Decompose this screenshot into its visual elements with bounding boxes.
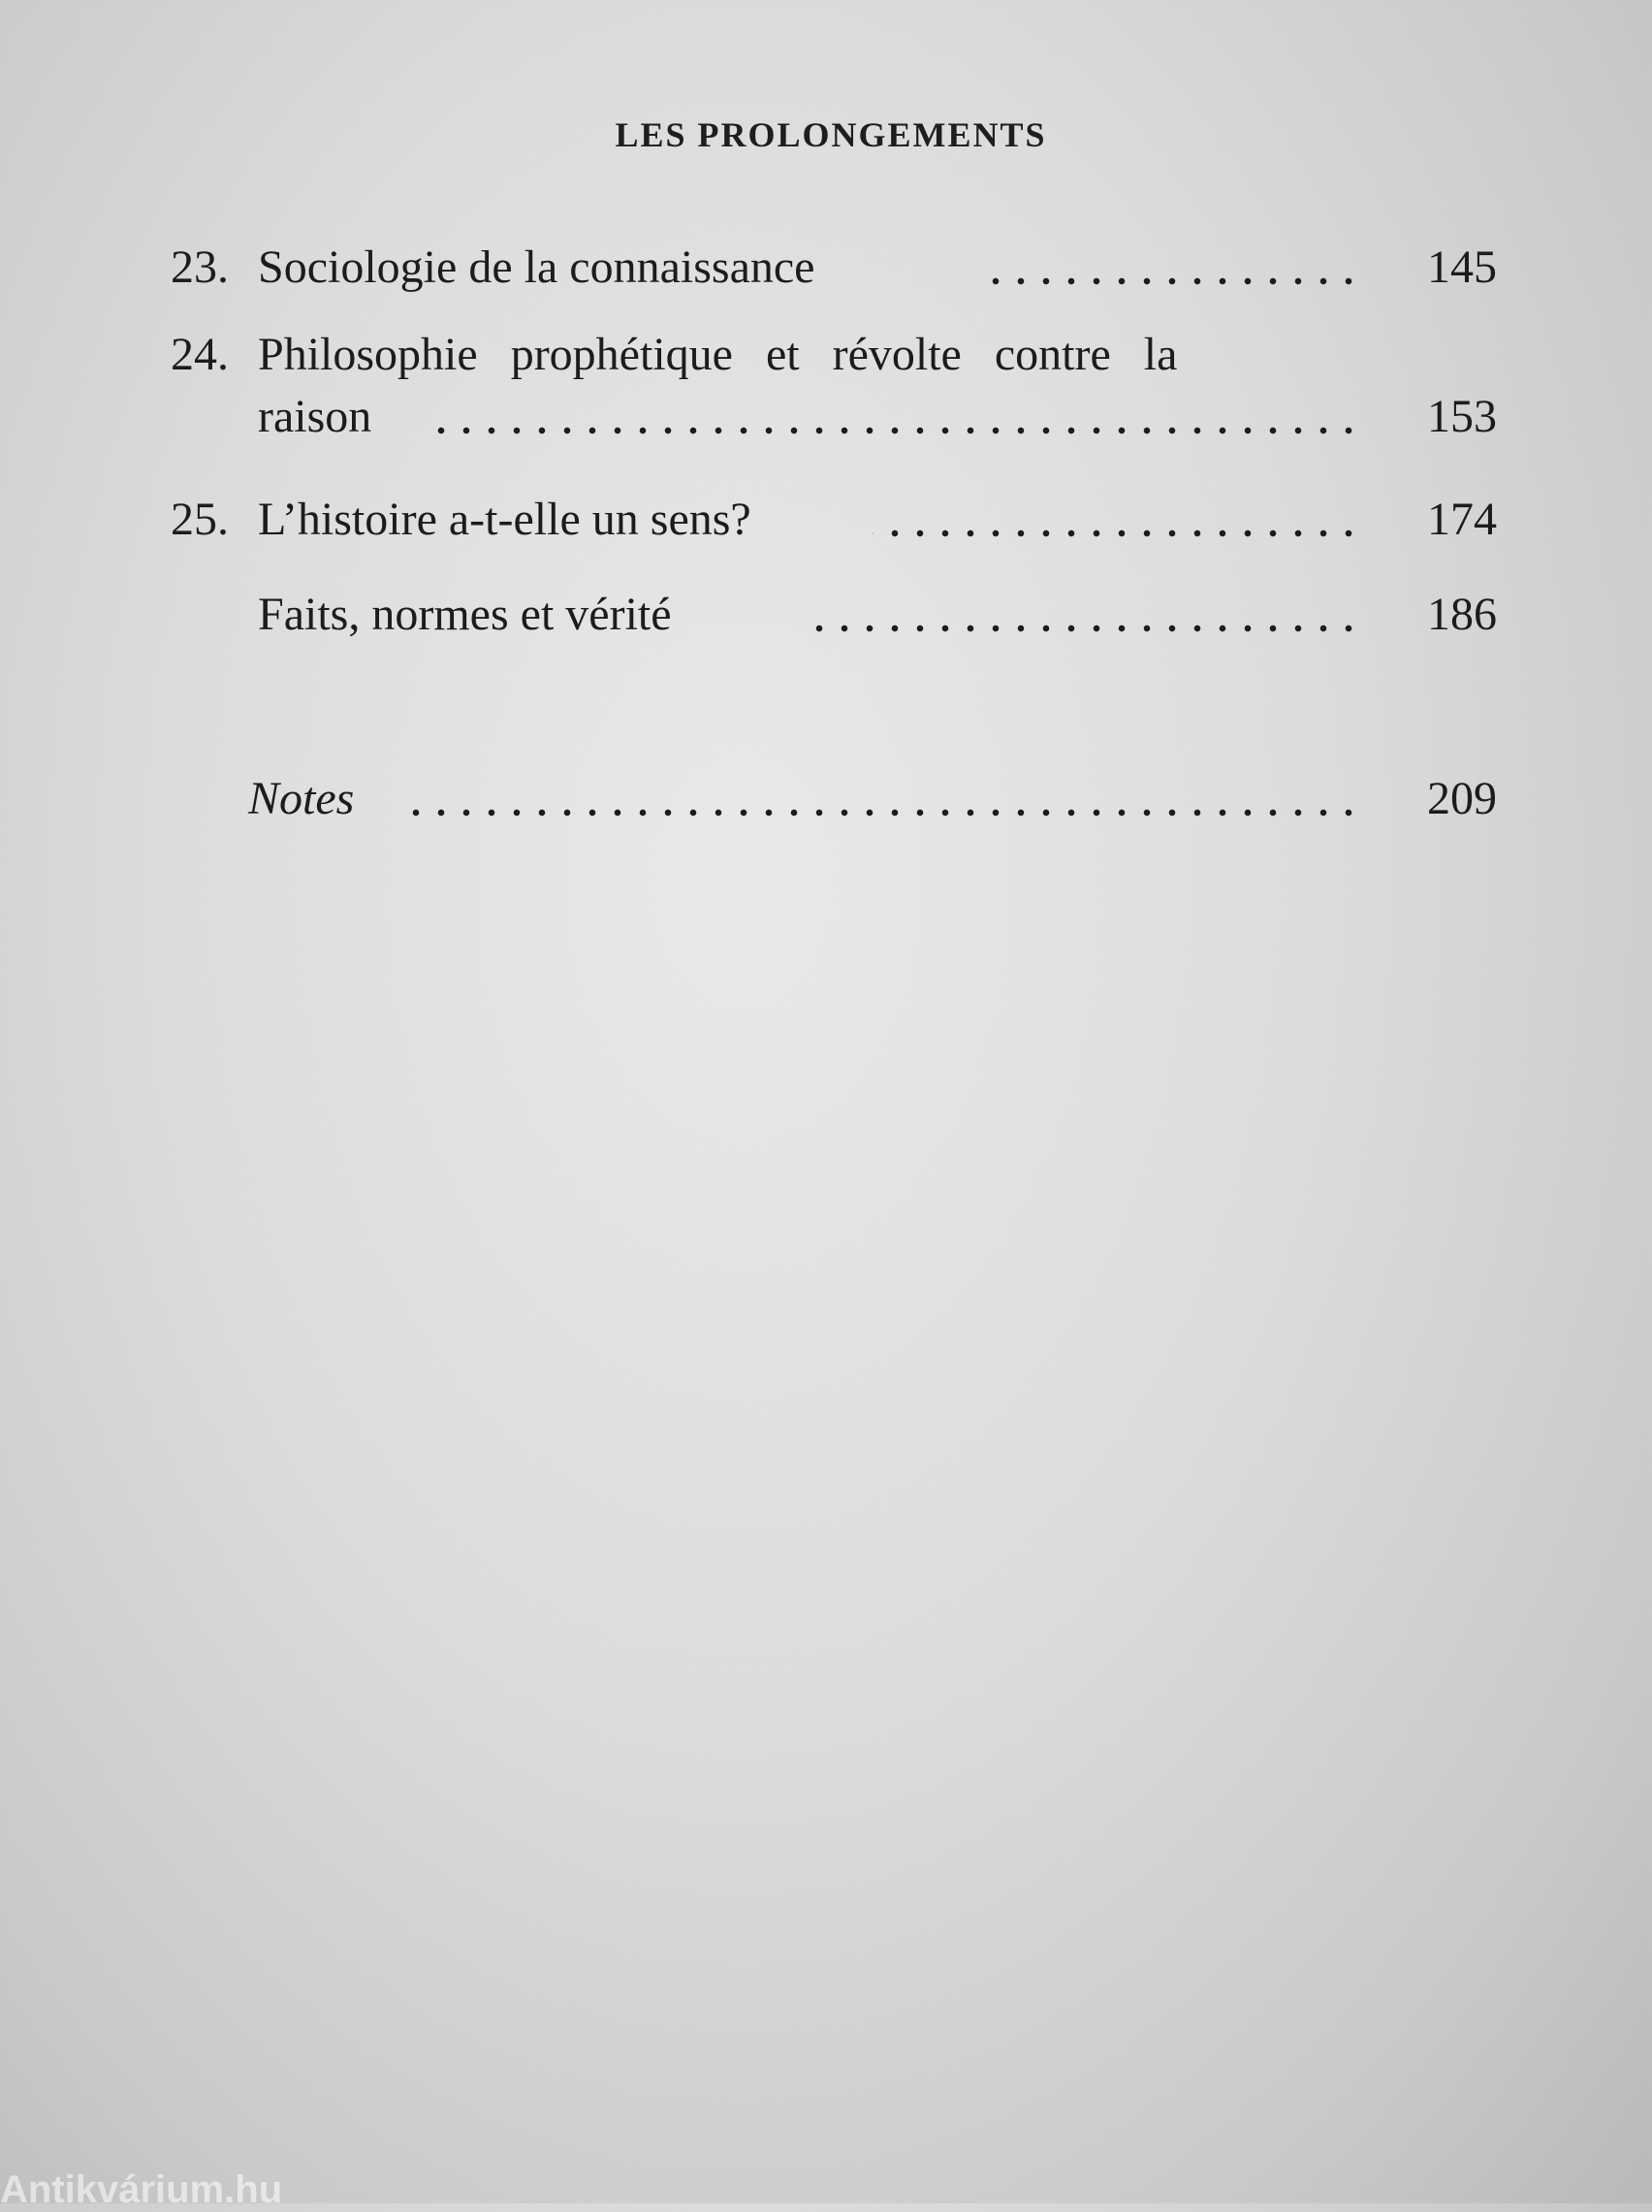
toc-entry-title: Philosophie prophétique et révolte contre la (258, 329, 1178, 380)
toc-line (0, 320, 1652, 390)
toc-entry-number: 24. (171, 329, 229, 380)
toc-entry-number: 25. (171, 494, 229, 545)
dot-leader (979, 277, 1361, 285)
toc-entry-title: L’histoire a-t-elle un sens? (258, 494, 751, 545)
toc-line (0, 233, 1652, 303)
toc-entry-page: 209 (1427, 773, 1497, 824)
toc-entry-title: Sociologie de la connaissance (258, 241, 815, 293)
toc-line (0, 485, 1652, 555)
toc-entry-page: 153 (1427, 391, 1497, 442)
toc-line (0, 764, 1652, 834)
toc-entry-title-continued: raison (258, 391, 372, 442)
toc-entry-title: Faits, normes et vérité (258, 589, 672, 640)
dot-leader (873, 529, 1361, 537)
toc-entry-page: 145 (1427, 241, 1497, 293)
section-title: LES PROLONGEMENTS (615, 115, 1047, 154)
dot-leader (810, 625, 1361, 632)
toc-entry-title: Notes (248, 773, 355, 824)
dot-leader (399, 809, 1361, 817)
watermark: Antikvárium.hu (0, 2168, 283, 2211)
toc-line (0, 580, 1652, 650)
toc-entry-page: 174 (1427, 494, 1497, 545)
toc-entry-number: 23. (171, 241, 229, 293)
toc-line (0, 382, 1652, 452)
dot-leader (432, 427, 1361, 434)
toc-entry-page: 186 (1427, 589, 1497, 640)
